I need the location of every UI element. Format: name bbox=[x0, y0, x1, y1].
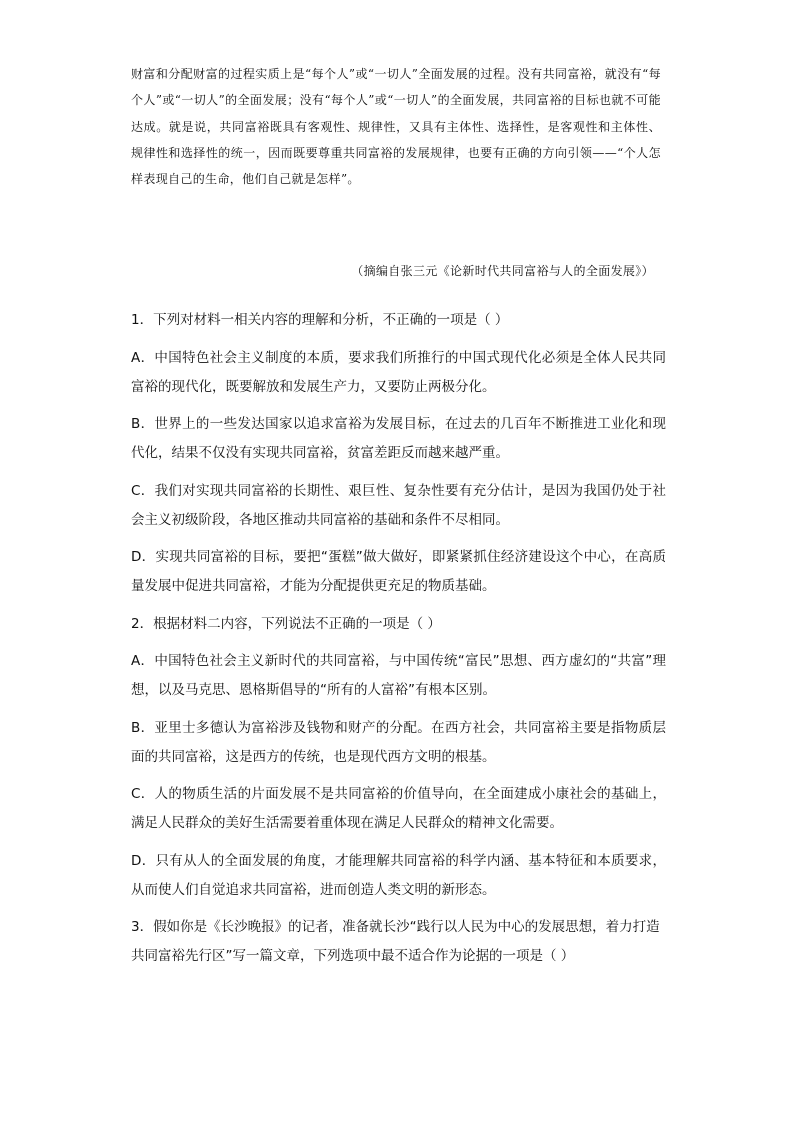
question-1-option-c: C．我们对实现共同富裕的长期性、艰巨性、复杂性要有充分估计，是因为我国仍处于社会主义初级阶段，各地区推动共同富裕的基础和条件不尽相同。 bbox=[131, 482, 666, 528]
passage-text bbox=[131, 61, 661, 192]
question-1-option-b: B．世界上的一些发达国家以追求富裕为发展目标，在过去的几百年不断推进工业化和现代化，结果不仅没有实现共同富裕，贫富差距反而越来越严重。 bbox=[131, 416, 666, 461]
passage-paragraph: 财富和分配财富的过程实质上是“每个人”或“一切人”全面发展的过程。没有共同富裕，就没有“每个人”或“一切人”的全面发展；没有“每个人”或“一切人”的全面发展，共同富裕的目标也就不可能达成。就是说，共同富裕既具有客观性、规律性，又具有主体性、选择性，是客观性和主体性、规律性和选择性的统一，因而既要尊重共同富裕的发展规律，也要有正确的方向引领——“个人怎样表现自己的生命，他们自己就是怎样”。 bbox=[131, 67, 661, 187]
question-list bbox=[131, 306, 666, 980]
question-1-option-a: A．中国特色社会主义制度的本质，要求我们所推行的中国式现代化必须是全体人民共同富裕的现代化，既要解放和发展生产力，又要防止两极分化。 bbox=[131, 349, 666, 395]
passage-source: （摘编自张三元《论新时代共同富裕与人的全面发展》） bbox=[351, 264, 654, 278]
question-1-stem: 1．下列对材料一相关内容的理解和分析，不正确的一项是（ ） bbox=[131, 312, 509, 328]
question-2-option-b: B．亚里士多德认为富裕涉及钱物和财产的分配。在西方社会，共同富裕主要是指物质层面的共同富裕，这是西方的传统，也是现代西方文明的根基。 bbox=[131, 719, 666, 765]
question-2-option-d: D．只有从人的全面发展的角度，才能理解共同富裕的科学内涵、基本特征和本质要求，从而使人们自觉追求共同富裕，进而创造人类文明的新形态。 bbox=[131, 852, 666, 898]
question-3-stem: 3．假如你是《长沙晚报》的记者，准备就长沙“践行以人民为中心的发展思想，着力打造共同富裕先行区”写一篇文章，下列选项中最不适合作为论据的一项是（ ） bbox=[131, 919, 660, 964]
question-2-option-c: C．人的物质生活的片面发展不是共同富裕的价值导向，在全面建成小康社会的基础上，满足人民群众的美好生活需要着重体现在满足人民群众的精神文化需要。 bbox=[131, 786, 666, 831]
question-1-option-d: D．实现共同富裕的目标，要把“蛋糕”做大做好，即紧紧抓住经济建设这个中心，在高质量发展中促进共同富裕，才能为分配提供更充足的物质基础。 bbox=[131, 549, 666, 594]
question-2-option-a: A．中国特色社会主义新时代的共同富裕，与中国传统“富民”思想、西方虚幻的“共富”理想，以及马克思、恩格斯倡导的“所有的人富裕”有根本区别。 bbox=[131, 653, 666, 698]
question-2-stem: 2．根据材料二内容，下列说法不正确的一项是（ ） bbox=[131, 615, 441, 632]
